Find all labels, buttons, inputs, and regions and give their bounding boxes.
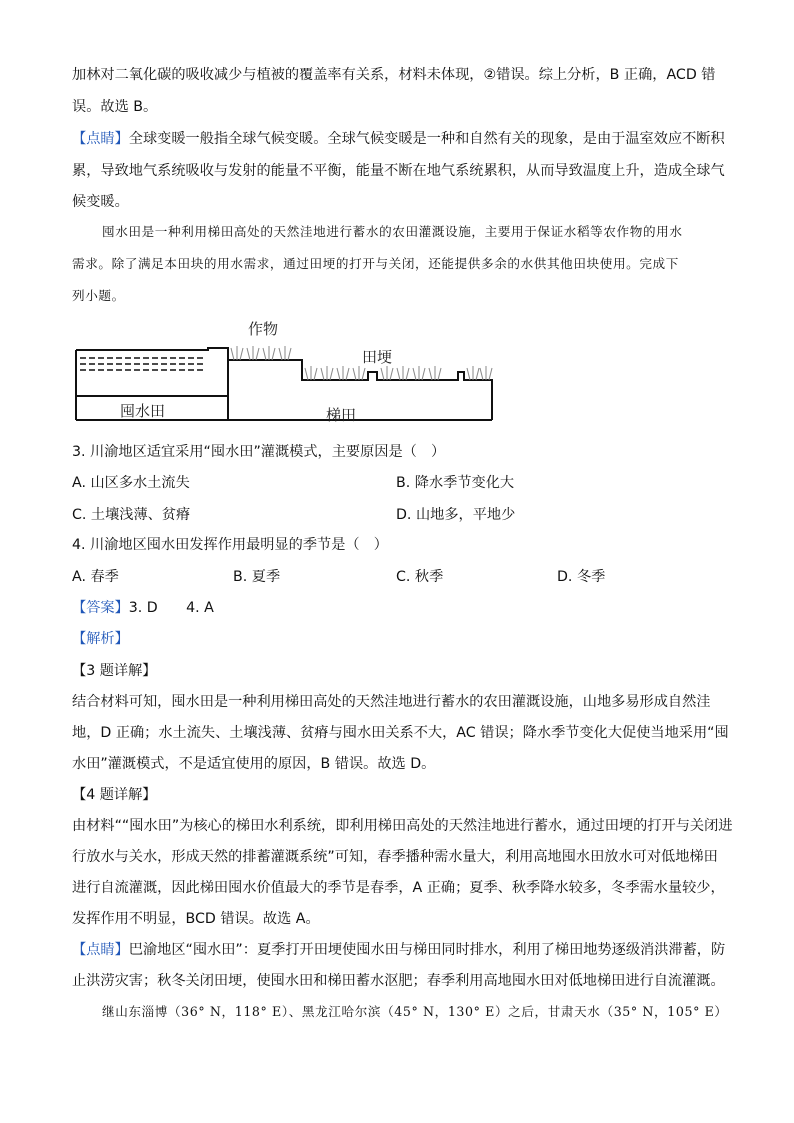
answer-tag: 【答案】 [72,600,129,616]
detail3-tag: 【3 题详解】 [72,663,157,679]
q4-option-c: C. 秋季 [396,569,444,585]
tip2-tag: 【点睛】 [72,942,129,958]
answer-text: 3. D 4. A [128,600,214,616]
passage-line: 囤水田是一种利用梯田高处的天然洼地进行蓄水的农田灌溉设施，主要用于保证水稻等农作物的用水 [102,224,683,239]
q3-stem: 3. 川渝地区适宜采用“囤水田”灌溉模式，主要原因是（ ） [72,444,446,460]
text-line: 累，导致地气系统吸收与发射的能量不平衡，能量不断在地气系统累积，从而导致温度上升，造成全球气 [72,163,725,179]
detail4-line: 由材料““囤水田”为核心的梯田水利系统，即利用梯田高处的天然洼地进行蓄水，通过田埂的打开与关闭进 [72,818,733,834]
detail3-line: 结合材料可知，囤水田是一种利用梯田高处的天然洼地进行蓄水的农田灌溉设施，山地多易形成自然洼 [72,694,711,710]
q3-option-d: D. 山地多，平地少 [396,507,516,523]
detail4-line: 行放水与关水，形成天然的排蓄灌溉系统”可知，春季播种需水量大，利用高地囤水田放水可对低地梯田 [72,849,718,865]
analysis-tag: 【解析】 [72,631,129,647]
detail3-line: 地，D 正确；水土流失、土壤浅薄、贫瘠与囤水田关系不大，AC 错误；降水季节变化大促使当地采用“囤 [72,725,729,741]
label-storage-field: 囤水田 [120,402,166,420]
answer-line [72,598,214,618]
q4-option-d: D. 冬季 [557,569,606,585]
detail4-line: 发挥作用不明显，BCD 错误。故选 A。 [72,911,320,927]
label-crops: 作物 [248,320,279,338]
passage-line: 列小题。 [72,288,125,303]
q4-option-b: B. 夏季 [233,569,281,585]
tip2-text: 巴渝地区“囤水田”：夏季打开田埂使囤水田与梯田同时排水，利用了梯田地势逐级消洪滞蓄，防 [128,942,726,958]
label-terrace: 梯田 [326,406,357,424]
q3-option-a: A. 山区多水土流失 [72,475,190,491]
q4-option-a: A. 春季 [72,569,119,585]
tip-tag: 【点睛】 [72,131,129,147]
terrace-diagram [72,316,502,424]
tip2-line: 止洪涝灾害；秋冬关闭田埂，使囤水田和梯田蓄水沤肥；春季利用高地囤水田对低地梯田进行自流灌溉。 [72,973,725,989]
text-line: 误。故选 B。 [72,99,158,115]
q4-stem: 4. 川渝地区囤水田发挥作用最明显的季节是（ ） [72,537,388,553]
q3-option-c: C. 土壤浅薄、贫瘠 [72,507,191,523]
detail4-tag: 【4 题详解】 [72,787,157,803]
label-ridge: 田埂 [362,348,393,366]
text-line: 候变暖。 [72,194,129,210]
passage-line: 需求。除了满足本田块的用水需求，通过田埂的打开与关闭，还能提供多余的水供其他田块使用。完成下 [72,256,679,271]
text-line: 加林对二氧化碳的吸收减少与植被的覆盖率有关系，材料未体现，②错误。综上分析，B 正确，ACD 错 [72,67,716,83]
detail4-line: 进行自流灌溉，因此梯田囤水价值最大的季节是春季，A 正确；夏季、秋季降水较多，冬季需水量较少， [72,880,725,896]
passage-line: 继山东淄博（36° N，118° E）、黑龙江哈尔滨（45° N，130° E）之后，甘肃天水（35° N，105° E） [102,1004,728,1019]
tip-text: 全球变暖一般指全球气候变暖。全球气候变暖是一种和自然有关的现象，是由于温室效应不断积 [128,131,725,147]
tip2-line [72,940,725,960]
q3-option-b: B. 降水季节变化大 [396,475,515,491]
detail3-line: 水田”灌溉模式，不是适宜使用的原因，B 错误。故选 D。 [72,756,436,772]
tip-line [72,129,725,149]
